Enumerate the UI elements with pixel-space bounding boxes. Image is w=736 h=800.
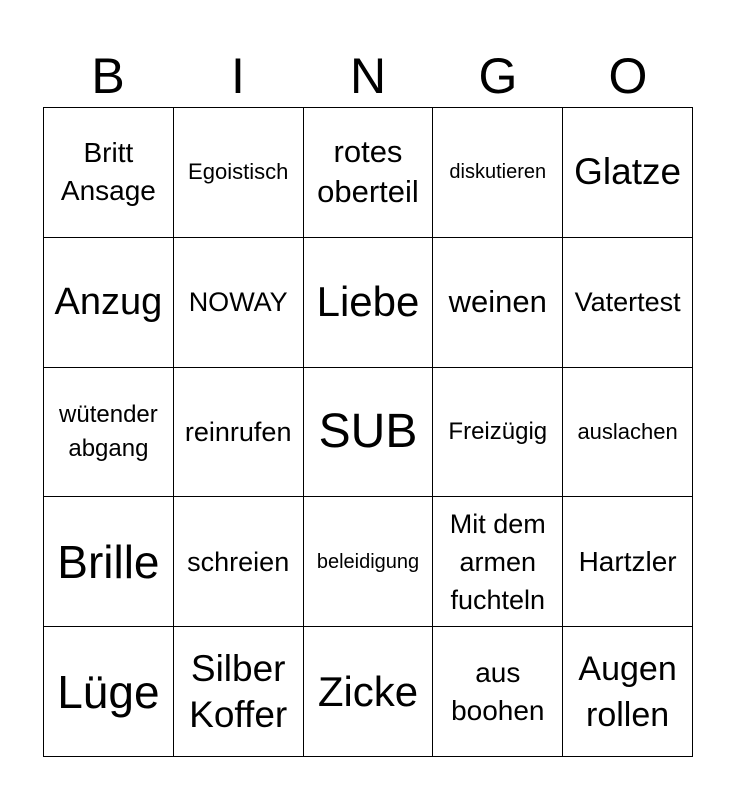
- cell-text: weinen: [448, 284, 547, 320]
- bingo-cell[interactable]: [433, 627, 563, 757]
- cell-text: aus boohen: [451, 656, 545, 726]
- header-letter-i: I: [231, 48, 245, 104]
- bingo-cell[interactable]: [44, 238, 174, 368]
- header-letter-o: O: [608, 48, 648, 104]
- bingo-cell[interactable]: [304, 627, 434, 757]
- bingo-cell[interactable]: [174, 627, 304, 757]
- header-letter-b: B: [91, 48, 125, 104]
- bingo-cell[interactable]: [563, 238, 693, 368]
- cell-text: Liebe: [316, 278, 420, 326]
- cell-text: diskutieren: [449, 161, 547, 184]
- bingo-cell[interactable]: [174, 238, 304, 368]
- bingo-cell[interactable]: [174, 497, 304, 627]
- bingo-grid: [43, 107, 693, 757]
- bingo-cell[interactable]: [44, 627, 174, 757]
- cell-text: Mit dem armen fuchteln: [449, 508, 546, 615]
- cell-text: NOWAY: [188, 287, 288, 318]
- bingo-cell[interactable]: [304, 238, 434, 368]
- cell-text: auslachen: [577, 418, 678, 444]
- bingo-cell[interactable]: [174, 108, 304, 238]
- cell-text: Glatze: [574, 151, 682, 193]
- bingo-cell[interactable]: [44, 368, 174, 498]
- bingo-cell[interactable]: [563, 108, 693, 238]
- cell-text: Britt Ansage: [60, 137, 156, 207]
- cell-text: Vatertest: [574, 287, 681, 318]
- cell-text: Brille: [57, 535, 160, 588]
- cell-text: SUB: [318, 404, 418, 458]
- header-letter-g: G: [478, 48, 518, 104]
- cell-text: Zicke: [317, 667, 419, 715]
- bingo-cell[interactable]: [433, 238, 563, 368]
- bingo-cell[interactable]: [304, 497, 434, 627]
- cell-text: Hartzler: [578, 545, 677, 577]
- cell-text: rotes oberteil: [317, 134, 419, 210]
- cell-text: beleidigung: [316, 550, 420, 573]
- cell-text: wütender abgang: [59, 400, 158, 462]
- bingo-header: [43, 46, 693, 106]
- bingo-cell[interactable]: [304, 108, 434, 238]
- bingo-cell[interactable]: [433, 368, 563, 498]
- bingo-cell[interactable]: [433, 108, 563, 238]
- cell-text: reinrufen: [184, 416, 292, 447]
- bingo-cell[interactable]: [44, 497, 174, 627]
- bingo-cell[interactable]: [44, 108, 174, 238]
- bingo-cell[interactable]: [174, 368, 304, 498]
- free-space-cell[interactable]: [304, 368, 434, 498]
- bingo-cell[interactable]: [563, 368, 693, 498]
- cell-text: Lüge: [57, 665, 160, 718]
- header-letter-n: N: [349, 48, 387, 104]
- cell-text: schreien: [187, 546, 290, 577]
- bingo-cell[interactable]: [563, 627, 693, 757]
- cell-text: Egoistisch: [188, 159, 289, 185]
- cell-text: Silber Koffer: [189, 647, 288, 735]
- bingo-cell[interactable]: [563, 497, 693, 627]
- cell-text: Anzug: [54, 281, 163, 324]
- cell-text: Freizügig: [448, 417, 548, 445]
- bingo-cell[interactable]: [433, 497, 563, 627]
- cell-text: Augen rollen: [578, 649, 677, 734]
